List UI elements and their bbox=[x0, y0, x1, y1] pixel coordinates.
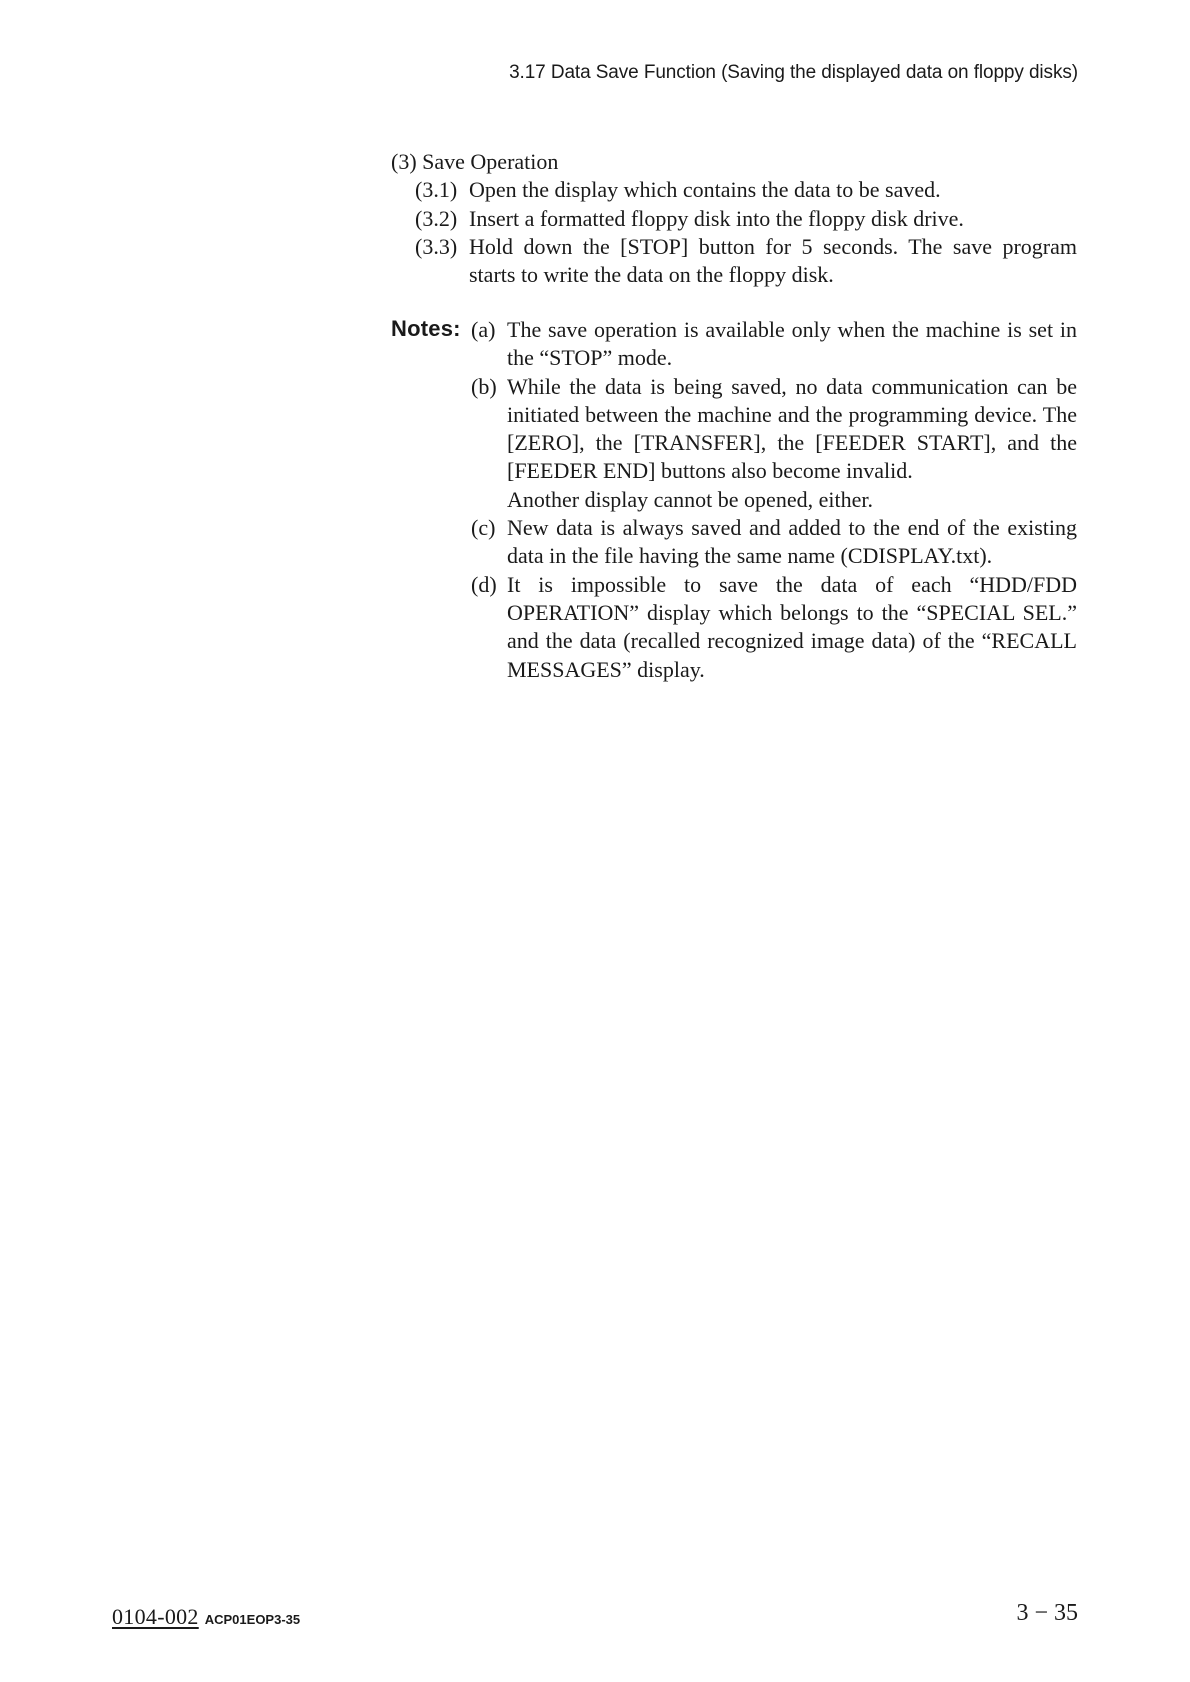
note-letter: (b) bbox=[471, 373, 497, 399]
step-text: Insert a formatted floppy disk into the floppy disk drive. bbox=[469, 205, 964, 231]
step-number: (3.3) bbox=[415, 233, 458, 259]
notes-label: Notes: bbox=[391, 316, 461, 341]
note-letter: (a) bbox=[471, 317, 496, 342]
save-operation-section bbox=[391, 148, 1077, 289]
step-number: (3.2) bbox=[415, 205, 458, 231]
step-item bbox=[415, 233, 1077, 290]
step-text: Hold down the [STOP] button for 5 seconds. The save program starts to write the data on the floppy disk. bbox=[469, 233, 1077, 288]
document-number: 0104-002 bbox=[112, 1604, 199, 1629]
note-item bbox=[471, 514, 1077, 571]
note-item bbox=[471, 316, 1077, 373]
page-number: 3 − 35 bbox=[1016, 1600, 1078, 1626]
footer-doc-id bbox=[112, 1604, 300, 1630]
note-item bbox=[471, 373, 1077, 514]
document-code: ACP01EOP3-35 bbox=[204, 1612, 301, 1627]
note-text: The save operation is available only when the machine is set in the “STOP” mode. bbox=[507, 317, 1077, 371]
running-header: 3.17 Data Save Function (Saving the displayed data on floppy disks) bbox=[509, 62, 1078, 83]
step-item bbox=[415, 205, 1077, 233]
step-number: (3.1) bbox=[415, 177, 458, 203]
section-title: (3) Save Operation bbox=[391, 149, 559, 174]
note-letter: (d) bbox=[471, 571, 497, 597]
note-text: New data is always saved and added to the end of the existing data in the file having the same name (CDISPLAY.txt). bbox=[507, 515, 1077, 569]
notes-block bbox=[391, 316, 1077, 684]
note-letter: (c) bbox=[471, 515, 496, 541]
note-item bbox=[471, 571, 1077, 684]
note-body bbox=[507, 373, 1077, 514]
note-text: It is impossible to save the data of each “HDD/FDD OPERATION” display which belongs to the “SPECIAL SEL.” and the data (recalled recognized image data) of the “RECALL MESSAGES” display. bbox=[507, 571, 1077, 682]
step-item bbox=[415, 176, 1077, 204]
note-text-continued: Another display cannot be opened, either. bbox=[507, 486, 873, 512]
step-text: Open the display which contains the data to be saved. bbox=[469, 177, 941, 203]
note-text: While the data is being saved, no data communication can be initiated between the machine and the programming device. The [ZERO], the [TRANSFER], the [FEEDER START], and the [FEEDER END] buttons also become invalid. bbox=[507, 373, 1077, 484]
